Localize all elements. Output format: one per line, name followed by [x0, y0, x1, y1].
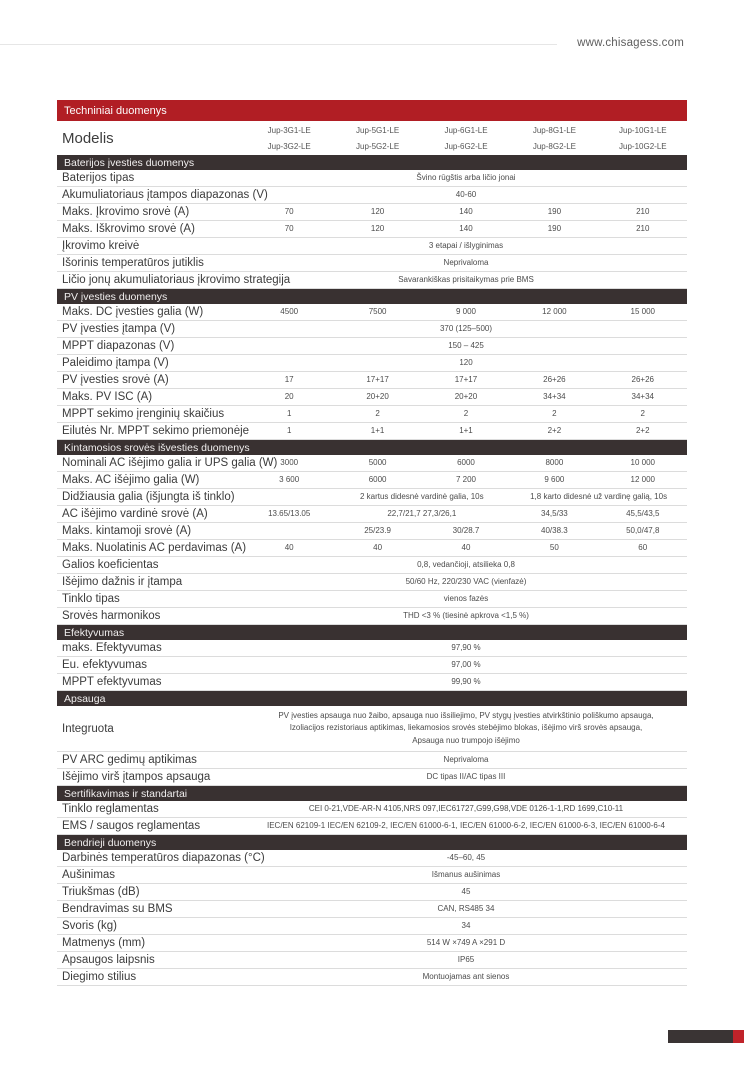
- model-name: Jup-6G1-LE: [444, 126, 488, 135]
- spec-value: 2+2: [635, 425, 650, 435]
- spec-value: 2+2: [547, 425, 562, 435]
- spec-row-label: Srovės harmonikos: [62, 610, 161, 622]
- spec-value: 2 kartus didesnė vardinė galia, 10s: [359, 491, 484, 501]
- spec-value: 20+20: [366, 391, 389, 401]
- spec-row-values: [245, 423, 687, 439]
- spec-value: 34: [461, 920, 471, 930]
- spec-value: 20+20: [454, 391, 478, 401]
- spec-value: 97,90 %: [451, 642, 481, 652]
- spec-row: [57, 423, 687, 440]
- spec-value: 210: [636, 223, 650, 233]
- spec-value: [245, 523, 333, 539]
- spec-row: [57, 255, 687, 272]
- spec-row: [57, 187, 687, 204]
- spec-value: 8000: [545, 457, 564, 467]
- spec-row-values: [245, 867, 687, 883]
- spec-table-sections: [57, 155, 687, 986]
- spec-value: THD <3 % (tiesinė apkrova <1,5 %): [403, 610, 529, 620]
- spec-row: [57, 608, 687, 625]
- spec-value: 40: [461, 542, 471, 552]
- spec-row-values: [245, 321, 687, 337]
- spec-row: [57, 640, 687, 657]
- spec-value: 3000: [280, 457, 299, 467]
- spec-row-label: Išėjimo virš įtampos apsauga: [62, 771, 211, 783]
- spec-row-label: PV įvesties įtampa (V): [62, 323, 176, 335]
- spec-row-label: Didžiausia galia (išjungta iš tinklo): [62, 491, 235, 503]
- spec-row-values: [245, 187, 687, 203]
- spec-value: 7 200: [455, 474, 476, 484]
- spec-row-label: Ličio jonų akumuliatoriaus įkrovimo strategija: [62, 274, 291, 286]
- spec-row-label: Paleidimo įtampa (V): [62, 357, 169, 369]
- spec-row-values: [245, 238, 687, 254]
- spec-row: [57, 867, 687, 884]
- spec-row-values: [245, 523, 687, 539]
- spec-row-label: maks. Efektyvumas: [62, 642, 162, 654]
- spec-value: 40-60: [455, 189, 477, 199]
- spec-row-values: [245, 674, 687, 690]
- datasheet-title-bar: Techniniai duomenys: [57, 100, 687, 121]
- spec-value: 70: [284, 223, 294, 233]
- spec-value: 120: [459, 357, 473, 367]
- spec-row: [57, 557, 687, 574]
- spec-value: 10 000: [630, 457, 655, 467]
- spec-row-label: Maks. DC įvesties galia (W): [62, 306, 204, 318]
- spec-row-label: Eilutės Nr. MPPT sekimo priemonėje: [62, 425, 250, 437]
- spec-value: 190: [547, 206, 562, 216]
- spec-row-values: [245, 304, 687, 320]
- model-name: Jup-10G2-LE: [619, 142, 667, 151]
- section-header: Efektyvumas: [57, 625, 687, 640]
- spec-value: 9 600: [544, 474, 565, 484]
- spec-value: 12 000: [542, 306, 567, 316]
- spec-value: vienos fazės: [443, 593, 489, 603]
- spec-row: [57, 769, 687, 786]
- model-column: [422, 121, 510, 155]
- spec-row: [57, 969, 687, 986]
- spec-row-label: Darbinės temperatūros diapazonas (°C): [62, 852, 265, 864]
- spec-row-label: Bendravimas su BMS: [62, 903, 173, 915]
- spec-value: 2: [552, 408, 557, 418]
- spec-row-values: [245, 918, 687, 934]
- spec-value: 40/38.3: [541, 525, 568, 535]
- spec-value: 20: [284, 391, 294, 401]
- spec-row-values: [245, 506, 687, 522]
- spec-value: 26+26: [543, 374, 566, 384]
- spec-value: 97,00 %: [451, 659, 481, 669]
- spec-value: 40: [373, 542, 383, 552]
- spec-row-label: MPPT sekimo įrenginių skaičius: [62, 408, 225, 420]
- spec-row: [57, 221, 687, 238]
- spec-value: 1+1: [459, 425, 473, 435]
- spec-row-values: [245, 170, 687, 186]
- section-header: Bendrieji duomenys: [57, 835, 687, 850]
- section-header: Baterijos įvesties duomenys: [57, 155, 687, 170]
- spec-row-values: [245, 574, 687, 590]
- spec-row-label: Išėjimo dažnis ir įtampa: [62, 576, 183, 588]
- spec-value: 7500: [368, 306, 387, 316]
- spec-value-line: PV įvesties apsauga nuo žaibo, apsauga nuo išsiliejimo, PV stygų įvesties atvirkštinio poliškumo apsauga,: [278, 710, 654, 720]
- spec-row-label: Išorinis temperatūros jutiklis: [62, 257, 204, 269]
- spec-value: 17+17: [366, 374, 389, 384]
- spec-row: [57, 204, 687, 221]
- spec-row-values: [245, 901, 687, 917]
- spec-value: 4500: [280, 306, 299, 316]
- spec-row-values: [245, 472, 687, 488]
- spec-row-label: Svoris (kg): [62, 920, 117, 932]
- spec-row-values: [245, 752, 687, 768]
- spec-value: 25/23.9: [364, 525, 391, 535]
- spec-row-label: Nominali AC išėjimo galia ir UPS galia (W): [62, 457, 278, 469]
- spec-value: 210: [636, 206, 650, 216]
- spec-row-label: Diegimo stilius: [62, 971, 137, 983]
- model-name: Jup-8G2-LE: [532, 142, 576, 151]
- spec-row-label: PV įvesties srovė (A): [62, 374, 169, 386]
- spec-value: Švino rūgštis arba ličio jonai: [416, 172, 516, 182]
- section-header: Kintamosios srovės išvesties duomenys: [57, 440, 687, 455]
- spec-row-label: Maks. Įkrovimo srovė (A): [62, 206, 190, 218]
- spec-value: 17: [284, 374, 294, 384]
- spec-value: 0,8, vedančioji, atsilieka 0,8: [417, 559, 515, 569]
- model-column: [510, 121, 598, 155]
- spec-row: [57, 506, 687, 523]
- spec-row: [57, 489, 687, 506]
- spec-row: [57, 818, 687, 835]
- spec-value: 2: [640, 408, 645, 418]
- spec-value: 13.65/13.05: [268, 508, 311, 518]
- spec-value-line: Apsauga nuo trumpojo išėjimo: [412, 735, 520, 745]
- spec-value: 50: [549, 542, 559, 552]
- spec-value: 26+26: [631, 374, 654, 384]
- spec-row-values: [245, 372, 687, 388]
- spec-row: [57, 574, 687, 591]
- spec-row: [57, 389, 687, 406]
- spec-value: 6000: [368, 474, 387, 484]
- spec-row-values: [245, 657, 687, 673]
- spec-row: [57, 455, 687, 472]
- spec-value: 190: [547, 223, 562, 233]
- spec-value: 50,0/47,8: [626, 525, 660, 535]
- model-name: Jup-3G1-LE: [267, 126, 311, 135]
- spec-row-label: Integruota: [62, 722, 114, 735]
- spec-value: 2: [375, 408, 380, 418]
- model-column: [599, 121, 687, 155]
- model-label: Modelis: [62, 129, 114, 147]
- spec-value: Neprivaloma: [443, 257, 489, 267]
- spec-value: IP65: [457, 954, 475, 964]
- spec-row-label: Eu. efektyvumas: [62, 659, 148, 671]
- spec-row: [57, 406, 687, 423]
- spec-row-values: [245, 591, 687, 607]
- spec-value: CEI 0-21,VDE-AR-N 4105,NRS 097,IEC61727,G99,G98,VDE 0126-1-1,RD 1699,C10-11: [308, 803, 624, 813]
- spec-row-label: Maks. kintamoji srovė (A): [62, 525, 192, 537]
- spec-row-label: Maks. PV ISC (A): [62, 391, 153, 403]
- spec-value: IEC/EN 62109-1 IEC/EN 62109-2, IEC/EN 61000-6-1, IEC/EN 61000-6-2, IEC/EN 61000-6-3, IEC/EN 61000-6-4: [267, 820, 665, 830]
- model-name: Jup-5G2-LE: [356, 142, 400, 151]
- spec-row: [57, 272, 687, 289]
- spec-table: [57, 100, 687, 986]
- spec-row-values: [245, 389, 687, 405]
- spec-row-label: Maks. Iškrovimo srovė (A): [62, 223, 195, 235]
- spec-row: [57, 321, 687, 338]
- footer-accent: [733, 1030, 744, 1043]
- spec-row-values: [245, 969, 687, 985]
- spec-value: 514 W ×749 A ×291 D: [426, 937, 506, 947]
- spec-row: [57, 372, 687, 389]
- spec-value: 370 (125–500): [439, 323, 493, 333]
- spec-value: 15 000: [630, 306, 655, 316]
- spec-row-label: Galios koeficientas: [62, 559, 159, 571]
- spec-row: [57, 238, 687, 255]
- spec-value: 50/60 Hz, 220/230 VAC (vienfazė): [405, 576, 527, 586]
- spec-row-label: Maks. Nuolatinis AC perdavimas (A): [62, 542, 247, 554]
- spec-row-values: [245, 884, 687, 900]
- spec-row-values: [245, 455, 687, 471]
- section-header: Apsauga: [57, 691, 687, 706]
- spec-row-label: MPPT efektyvumas: [62, 676, 162, 688]
- spec-row-label: Apsaugos laipsnis: [62, 954, 155, 966]
- model-name: Jup-8G1-LE: [532, 126, 576, 135]
- spec-value-line: Izoliacijos rezistoriaus aptikimas, liekamosios srovės stebėjimo blokas, išėjimo virš srovės apsauga,: [289, 723, 643, 733]
- spec-row-values: [245, 850, 687, 866]
- spec-row-label: MPPT diapazonas (V): [62, 340, 175, 352]
- spec-value: [245, 706, 687, 751]
- spec-value: 45,5/43,5: [626, 508, 660, 518]
- spec-row: [57, 884, 687, 901]
- spec-row-values: [245, 221, 687, 237]
- spec-value: 22,7/21,7 27,3/26,1: [387, 508, 457, 518]
- spec-value: 12 000: [630, 474, 655, 484]
- section-header: PV įvesties duomenys: [57, 289, 687, 304]
- spec-row-values: [245, 935, 687, 951]
- spec-value: 120: [370, 206, 385, 216]
- spec-value: 34+34: [543, 391, 566, 401]
- spec-value: DC tipas II/AC tipas III: [426, 771, 506, 781]
- spec-row-values: [245, 540, 687, 556]
- spec-row-values: [245, 338, 687, 354]
- spec-row-label: Baterijos tipas: [62, 172, 135, 184]
- spec-value: 30/28.7: [452, 525, 480, 535]
- spec-value: 150 – 425: [448, 340, 484, 350]
- section-header: Sertifikavimas ir standartai: [57, 786, 687, 801]
- website-text: www.chisagess.com: [577, 37, 684, 49]
- model-column: [333, 121, 421, 155]
- spec-row: [57, 850, 687, 867]
- spec-row: [57, 304, 687, 321]
- spec-row-values: [245, 406, 687, 422]
- spec-value: 140: [459, 206, 473, 216]
- spec-value: 1+1: [370, 425, 385, 435]
- spec-value: 3 etapai / išlyginimas: [428, 240, 504, 250]
- spec-value: Montuojamas ant sienos: [422, 971, 510, 981]
- spec-row: [57, 523, 687, 540]
- model-name: Jup-3G2-LE: [267, 142, 311, 151]
- spec-value: 6000: [457, 457, 475, 467]
- spec-value: 3 600: [279, 474, 300, 484]
- spec-row: [57, 540, 687, 557]
- spec-value: 2: [463, 408, 469, 418]
- spec-value: Savarankiškas prisitaikymas prie BMS: [398, 274, 534, 284]
- model-columns: [245, 121, 687, 155]
- spec-value: [245, 489, 333, 505]
- spec-row-label: PV ARC gedimų aptikimas: [62, 754, 197, 766]
- spec-row-label: Matmenys (mm): [62, 937, 146, 949]
- spec-value: 5000: [368, 457, 387, 467]
- spec-value: 1: [286, 408, 292, 418]
- spec-row-values: [245, 818, 687, 834]
- spec-row: [57, 918, 687, 935]
- spec-row-values: [245, 255, 687, 271]
- spec-row: [57, 657, 687, 674]
- spec-row: [57, 338, 687, 355]
- spec-value: -45–60, 45: [446, 852, 486, 862]
- spec-row-label: Tinklo reglamentas: [62, 803, 159, 815]
- spec-row: [57, 674, 687, 691]
- spec-row-values: [245, 706, 687, 751]
- model-row: [57, 121, 687, 155]
- spec-row-label: AC išėjimo vardinė srovė (A): [62, 508, 208, 520]
- spec-row: [57, 706, 687, 752]
- spec-row: [57, 170, 687, 187]
- spec-row-values: [245, 204, 687, 220]
- spec-row: [57, 472, 687, 489]
- spec-row: [57, 801, 687, 818]
- spec-row: [57, 952, 687, 969]
- spec-row: [57, 355, 687, 372]
- spec-row-label: Aušinimas: [62, 869, 116, 881]
- spec-row-values: [245, 272, 687, 288]
- spec-row-values: [245, 557, 687, 573]
- model-name: Jup-6G2-LE: [444, 142, 488, 151]
- spec-row-label: Įkrovimo kreivė: [62, 240, 140, 252]
- spec-row: [57, 935, 687, 952]
- spec-value: 120: [370, 223, 385, 233]
- spec-value: 34,5/33: [541, 508, 568, 518]
- spec-row: [57, 901, 687, 918]
- top-divider: [0, 44, 557, 45]
- spec-row-label: Triukšmas (dB): [62, 886, 140, 898]
- spec-value: 40: [284, 542, 294, 552]
- spec-row-values: [245, 801, 687, 817]
- spec-value: Neprivaloma: [443, 754, 489, 764]
- spec-value: 45: [461, 886, 471, 896]
- spec-row-values: [245, 640, 687, 656]
- spec-row-values: [245, 608, 687, 624]
- spec-value: 99,90 %: [451, 676, 481, 686]
- spec-value: 140: [459, 223, 473, 233]
- model-column: [245, 121, 333, 155]
- spec-row: [57, 752, 687, 769]
- spec-row-values: [245, 769, 687, 785]
- spec-value: 1: [286, 425, 292, 435]
- spec-row-label: Tinklo tipas: [62, 593, 120, 605]
- spec-value: 34+34: [631, 391, 654, 401]
- spec-row-label: Maks. AC išėjimo galia (W): [62, 474, 200, 486]
- spec-row-values: [245, 489, 687, 505]
- model-name: Jup-5G1-LE: [356, 126, 400, 135]
- spec-row-label: Akumuliatoriaus įtampos diapazonas (V): [62, 189, 268, 201]
- spec-value: 70: [284, 206, 294, 216]
- spec-row-label: EMS / saugos reglamentas: [62, 820, 201, 832]
- spec-value: CAN, RS485 34: [437, 903, 495, 913]
- spec-row-values: [245, 952, 687, 968]
- spec-value: Išmanus aušinimas: [431, 869, 501, 879]
- spec-value: 60: [638, 542, 648, 552]
- model-name: Jup-10G1-LE: [619, 126, 667, 135]
- spec-value: 17+17: [454, 374, 478, 384]
- spec-value: 9 000: [455, 306, 476, 316]
- spec-value: 1,8 karto didesnė už vardinę galią, 10s: [530, 491, 668, 501]
- spec-row: [57, 591, 687, 608]
- footer-bar: [668, 1030, 744, 1043]
- spec-row-values: [245, 355, 687, 371]
